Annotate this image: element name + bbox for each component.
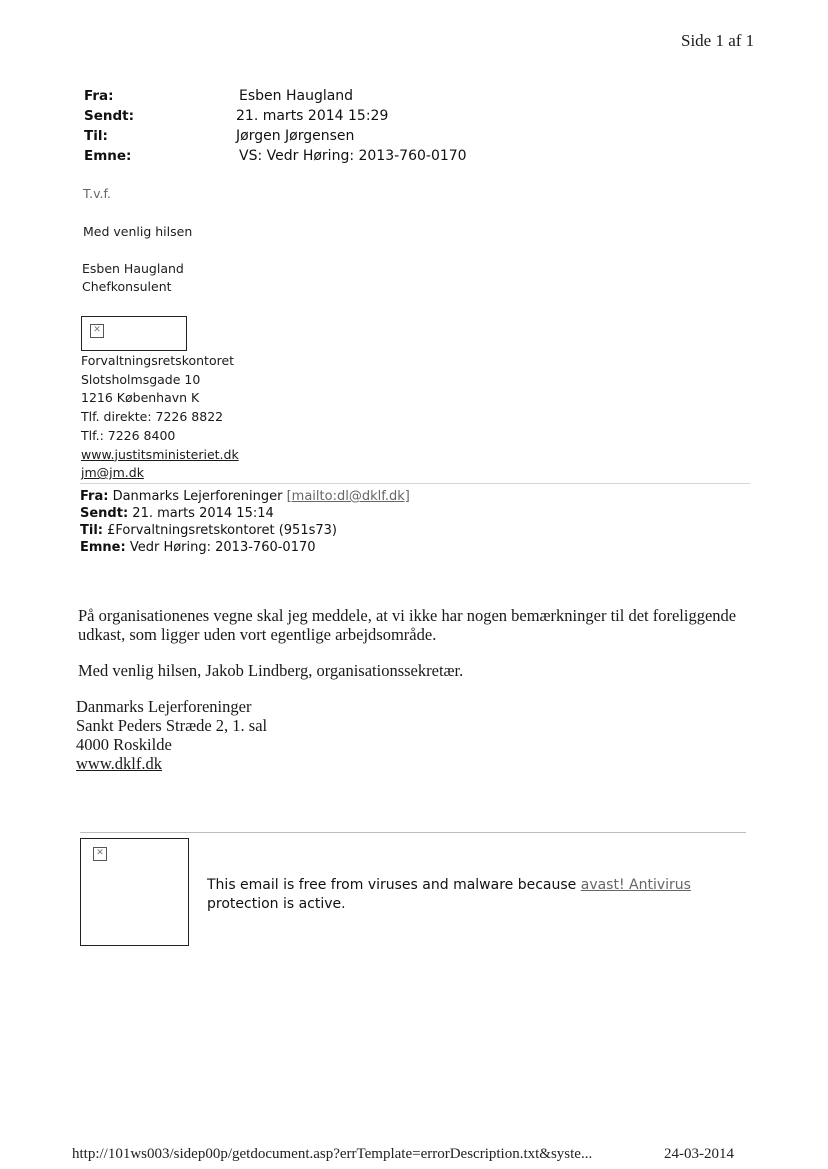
signature-phone: Tlf.: 7226 8400 xyxy=(81,427,176,443)
avast-notice xyxy=(207,876,747,914)
org-street: Sankt Peders Stræde 2, 1. sal xyxy=(76,716,268,735)
logo-image-placeholder xyxy=(81,316,187,351)
forwarded-to-label: Til: xyxy=(80,523,103,538)
avast-text-before: This email is free from viruses and malware because xyxy=(207,877,581,893)
forwarded-sent-row xyxy=(80,505,410,522)
avast-image-placeholder xyxy=(80,838,189,946)
header-from-label: Fra: xyxy=(84,88,114,104)
avast-text-after: protection is active. xyxy=(207,896,346,912)
signature-email-link[interactable]: jm@jm.dk xyxy=(81,465,144,481)
page-number: Side 1 af 1 xyxy=(681,31,755,50)
forwarded-from-value: Danmarks Lejerforeninger xyxy=(112,489,283,504)
header-subject-label: Emne: xyxy=(84,148,132,164)
avast-antivirus-link[interactable]: avast! Antivirus xyxy=(580,877,691,893)
header-sent-value: 21. marts 2014 15:29 xyxy=(236,108,389,124)
broken-image-icon: ✕ xyxy=(93,847,107,861)
signature-city: 1216 København K xyxy=(81,390,200,406)
message-line-2: udkast, som ligger uden vort egentlige arbejdsområde. xyxy=(78,625,437,644)
forwarded-subject-label: Emne: xyxy=(80,540,126,555)
org-signature-block xyxy=(76,697,267,773)
forwarded-from-label: Fra: xyxy=(80,489,109,504)
broken-image-icon: ✕ xyxy=(90,324,104,338)
header-subject-value: VS: Vedr Høring: 2013-760-0170 xyxy=(239,148,467,164)
header-to-label: Til: xyxy=(84,128,108,144)
org-website-link[interactable]: www.dklf.dk xyxy=(76,754,163,773)
tvf-text: T.v.f. xyxy=(83,186,111,201)
signature-phone-direct: Tlf. direkte: 7226 8822 xyxy=(81,409,224,425)
message-closing: Med venlig hilsen, Jakob Lindberg, organisationssekretær. xyxy=(78,661,464,680)
forwarded-sent-value: 21. marts 2014 15:14 xyxy=(132,506,274,521)
greeting-text: Med venlig hilsen xyxy=(83,224,193,239)
signature-street: Slotsholmsgade 10 xyxy=(81,371,201,387)
signature-website-link[interactable]: www.justitsministeriet.dk xyxy=(81,446,239,462)
message-line-1: På organisationenes vegne skal jeg meddele, at vi ikke har nogen bemærkninger til det foreliggende xyxy=(78,606,737,625)
header-to-value: Jørgen Jørgensen xyxy=(236,128,355,144)
forwarded-header xyxy=(80,488,410,556)
forwarded-sent-label: Sendt: xyxy=(80,506,129,521)
forwarded-from-row xyxy=(80,488,410,505)
forwarded-subject-row xyxy=(80,539,410,556)
forward-divider xyxy=(80,483,750,484)
avast-divider xyxy=(80,832,746,833)
org-city: 4000 Roskilde xyxy=(76,735,172,754)
sender-title: Chefkonsulent xyxy=(82,279,172,294)
footer-url: http://101ws003/sidep00p/getdocument.asp?errTemplate=errorDescription.txt&syste... xyxy=(72,1146,593,1162)
forwarded-to-value: £Forvaltningsretskontoret (951s73) xyxy=(107,523,337,538)
header-from-value: Esben Haugland xyxy=(239,88,354,104)
footer-date: 24-03-2014 xyxy=(664,1146,734,1162)
signature-office: Forvaltningsretskontoret xyxy=(81,353,235,368)
signature-block xyxy=(81,352,239,483)
forwarded-mailto-link[interactable]: [mailto:dl@dklf.dk] xyxy=(286,489,410,504)
forwarded-subject-value: Vedr Høring: 2013-760-0170 xyxy=(129,540,316,555)
forwarded-to-row xyxy=(80,522,410,539)
header-sent-label: Sendt: xyxy=(84,108,135,124)
sender-name: Esben Haugland xyxy=(82,261,184,276)
org-name: Danmarks Lejerforeninger xyxy=(76,697,252,716)
